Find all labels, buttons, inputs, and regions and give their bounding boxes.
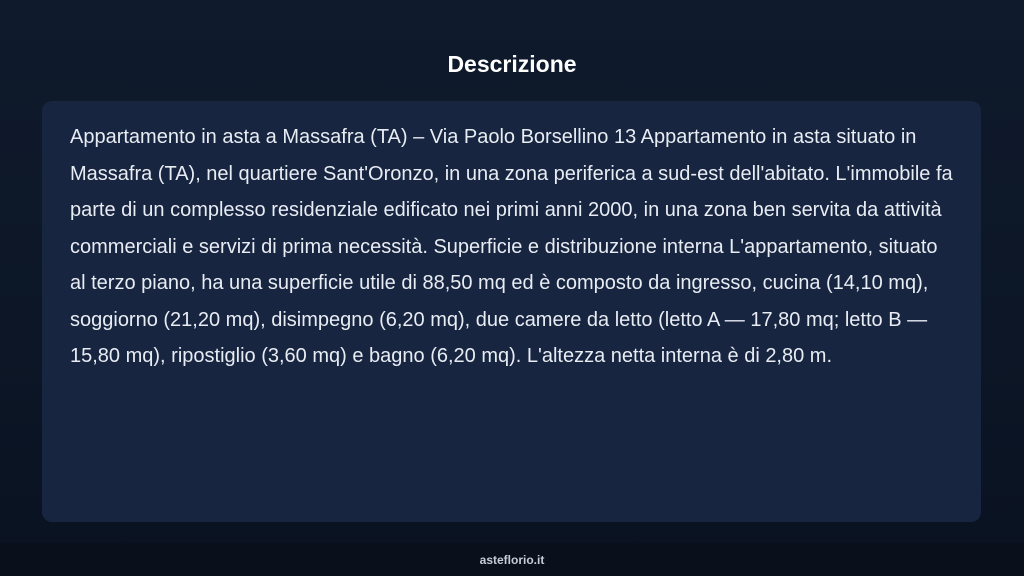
description-card: [42, 101, 981, 522]
footer-site-label: asteflorio.it: [479, 552, 545, 567]
description-text: Appartamento in asta a Massafra (TA) – Via Paolo Borsellino 13 Appartamento in asta situato in Massafra (TA), nel quartiere Sant'Oronzo, in una zona periferica a sud-est dell'abitato. L'immobile fa parte di un complesso residenziale edificato nei primi anni 2000, in una zona ben servita da attività commerciali e servizi di prima necessità. Superficie e distribuzione interna L'appartamento, situato al terzo piano, ha una superficie utile di 88,50 mq ed è composto da ingresso, cucina (14,10 mq), soggiorno (21,20 mq), disimpegno (6,20 mq), due camere da letto (letto A — 17,80 mq; letto B — 15,80 mq), ripostiglio (3,60 mq) e bagno (6,20 mq). L'altezza netta interna è di 2,80 m.: [70, 126, 953, 367]
page-title: Descrizione: [447, 51, 577, 77]
footer-bar: [0, 543, 1024, 576]
